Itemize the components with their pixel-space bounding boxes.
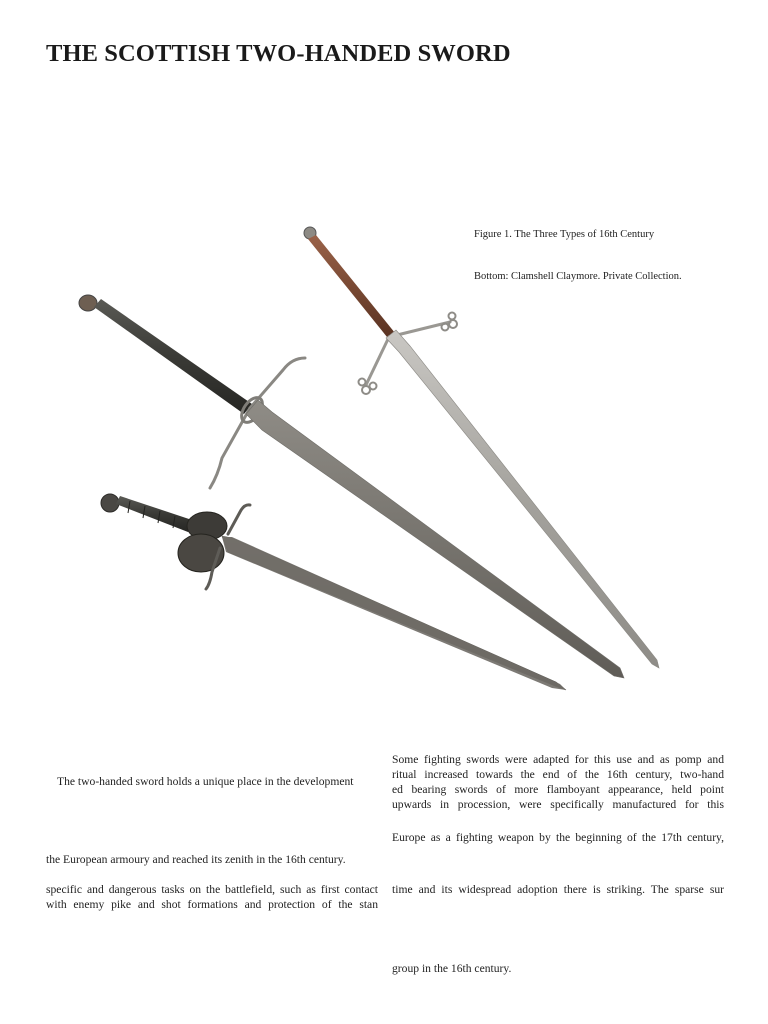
figure-caption-detail: Bottom: Clamshell Claymore. Private Collection. bbox=[474, 271, 682, 282]
left-paragraph-1: The two-handed sword holds a unique place in the development bbox=[57, 775, 354, 788]
right-paragraph-4: group in the 16th century. bbox=[392, 962, 512, 975]
text-line: specific and dangerous tasks on the battlefield, such as first contact bbox=[46, 883, 378, 896]
text-line: upwards in procession, were specifically manufactured for this bbox=[392, 798, 724, 811]
right-paragraph-2: Europe as a fighting weapon by the beginning of the 17th century, bbox=[392, 831, 724, 844]
text-line: with enemy pike and shot formations and protection of the stan bbox=[46, 898, 378, 911]
figure-caption-title: Figure 1. The Three Types of 16th Century bbox=[474, 229, 655, 240]
right-paragraph-1 bbox=[392, 752, 724, 812]
two-handed-sword-icon bbox=[79, 295, 624, 678]
right-paragraph-3: time and its widespread adoption there is striking. The sparse sur bbox=[392, 883, 724, 896]
text-line: ed bearing swords of more flamboyant appearance, held point bbox=[392, 783, 724, 796]
text-line: Some fighting swords were adapted for this use and as pomp and bbox=[392, 753, 724, 766]
left-paragraph-2: the European armoury and reached its zenith in the 16th century. bbox=[46, 853, 346, 866]
page-title: THE SCOTTISH TWO-HANDED SWORD bbox=[46, 40, 511, 67]
text-line: ritual increased towards the end of the 16th century, two-hand bbox=[392, 768, 724, 781]
left-paragraph-3 bbox=[46, 882, 378, 912]
